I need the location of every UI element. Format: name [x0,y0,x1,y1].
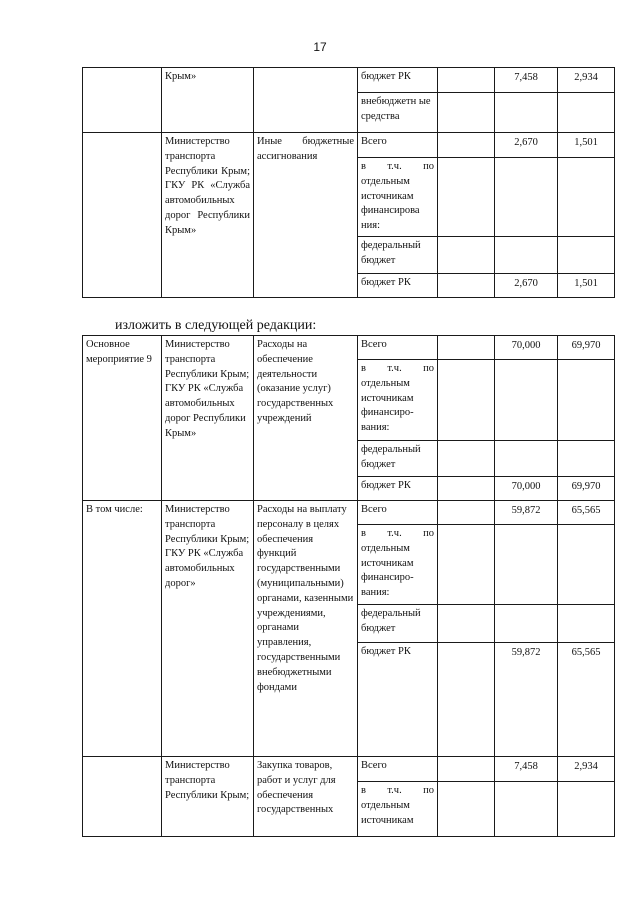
value-cell [495,525,558,605]
executor-cell: Министерство транспорта Республики Крым; ГКУ РК «Служба автомобильных дорог Республики Крым» [162,133,254,298]
value-cell: 70,000 [495,477,558,501]
value-cell [495,782,558,837]
value-cell: 1,501 [558,273,615,297]
activity-name-cell: В том числе: [83,501,162,757]
source-cell: федеральный бюджет [358,236,438,273]
empty-cell [438,501,495,525]
activity-cell: Расходы на выплату персоналу в целях обеспечения функций государственными (муниципальными) органами, казенными учреждениями, органами управления, государственными внебюджетными фондами [254,501,358,757]
executor-cell: Министерство транспорта Республики Крым; ГКУ РК «Служба автомобильных дорог» [162,501,254,757]
activity-cell: Иные бюджетные ассигнования [254,133,358,298]
value-cell [558,782,615,837]
source-cell: в т.ч. по отдельным источникам финансиро-вания: [358,525,438,605]
empty-cell [438,605,495,643]
value-cell: 69,970 [558,336,615,360]
value-cell: 59,872 [495,643,558,757]
empty-cell [438,782,495,837]
activity-cell [254,68,358,133]
empty-cell [495,93,558,133]
source-cell: Всего [358,336,438,360]
empty-cell [558,158,615,237]
value-cell [558,525,615,605]
value-cell [495,441,558,477]
empty-cell [438,236,495,273]
source-cell: Всего [358,133,438,158]
executor-cell: Министерство транспорта Республики Крым; ГКУ РК «Служба автомобильных дорог Республики Крым» [162,336,254,501]
empty-cell [438,336,495,360]
empty-cell [438,757,495,782]
empty-cell [495,158,558,237]
intro-text: изложить в следующей редакции: [115,318,317,333]
activity-name-cell: Основное мероприятие 9 [83,336,162,501]
value-cell: 7,458 [495,68,558,93]
empty-cell [438,643,495,757]
value-cell: 69,970 [558,477,615,501]
page-number: 17 [313,40,327,54]
empty-cell [438,477,495,501]
value-cell: 7,458 [495,757,558,782]
value-cell [558,605,615,643]
value-cell: 2,670 [495,273,558,297]
source-cell: бюджет РК [358,477,438,501]
value-cell [558,360,615,441]
source-cell: в т.ч. по отдельным источникам [358,782,438,837]
activity-cell: Расходы на обеспечение деятельности (оказание услуг) государственных учреждений [254,336,358,501]
empty-cell [438,360,495,441]
source-cell: федеральный бюджет [358,605,438,643]
value-cell: 65,565 [558,501,615,525]
source-cell: в т.ч. по отдельным источникам финансиро-вания: [358,360,438,441]
value-cell [495,360,558,441]
value-cell: 1,501 [558,133,615,158]
source-cell: бюджет РК [358,273,438,297]
value-cell [495,605,558,643]
empty-cell [438,441,495,477]
empty-cell [438,93,495,133]
executor-cell: Крым» [162,68,254,133]
activity-name-cell [83,757,162,837]
empty-cell [558,236,615,273]
value-cell [558,441,615,477]
empty-cell [495,236,558,273]
value-cell: 2,670 [495,133,558,158]
empty-cell [438,525,495,605]
source-cell: бюджет РК [358,643,438,757]
source-cell: внебюджетн ые средства [358,93,438,133]
value-cell: 65,565 [558,643,615,757]
empty-cell [438,158,495,237]
empty-cell [558,93,615,133]
name-cell [83,68,162,133]
source-cell: Всего [358,757,438,782]
value-cell: 59,872 [495,501,558,525]
executor-cell: Министерство транспорта Республики Крым; [162,757,254,837]
value-cell: 2,934 [558,757,615,782]
continuation-table [82,67,615,298]
name-cell [83,133,162,298]
source-cell: федеральный бюджет [358,441,438,477]
empty-cell [438,273,495,297]
source-cell: Всего [358,501,438,525]
activity-cell: Закупка товаров, работ и услуг для обеспечения государственных [254,757,358,837]
redaction-table [82,335,615,837]
empty-cell [438,68,495,93]
value-cell: 2,934 [558,68,615,93]
source-cell: в т.ч. по отдельным источникам финансирова ния: [358,158,438,237]
value-cell: 70,000 [495,336,558,360]
source-cell: бюджет РК [358,68,438,93]
empty-cell [438,133,495,158]
